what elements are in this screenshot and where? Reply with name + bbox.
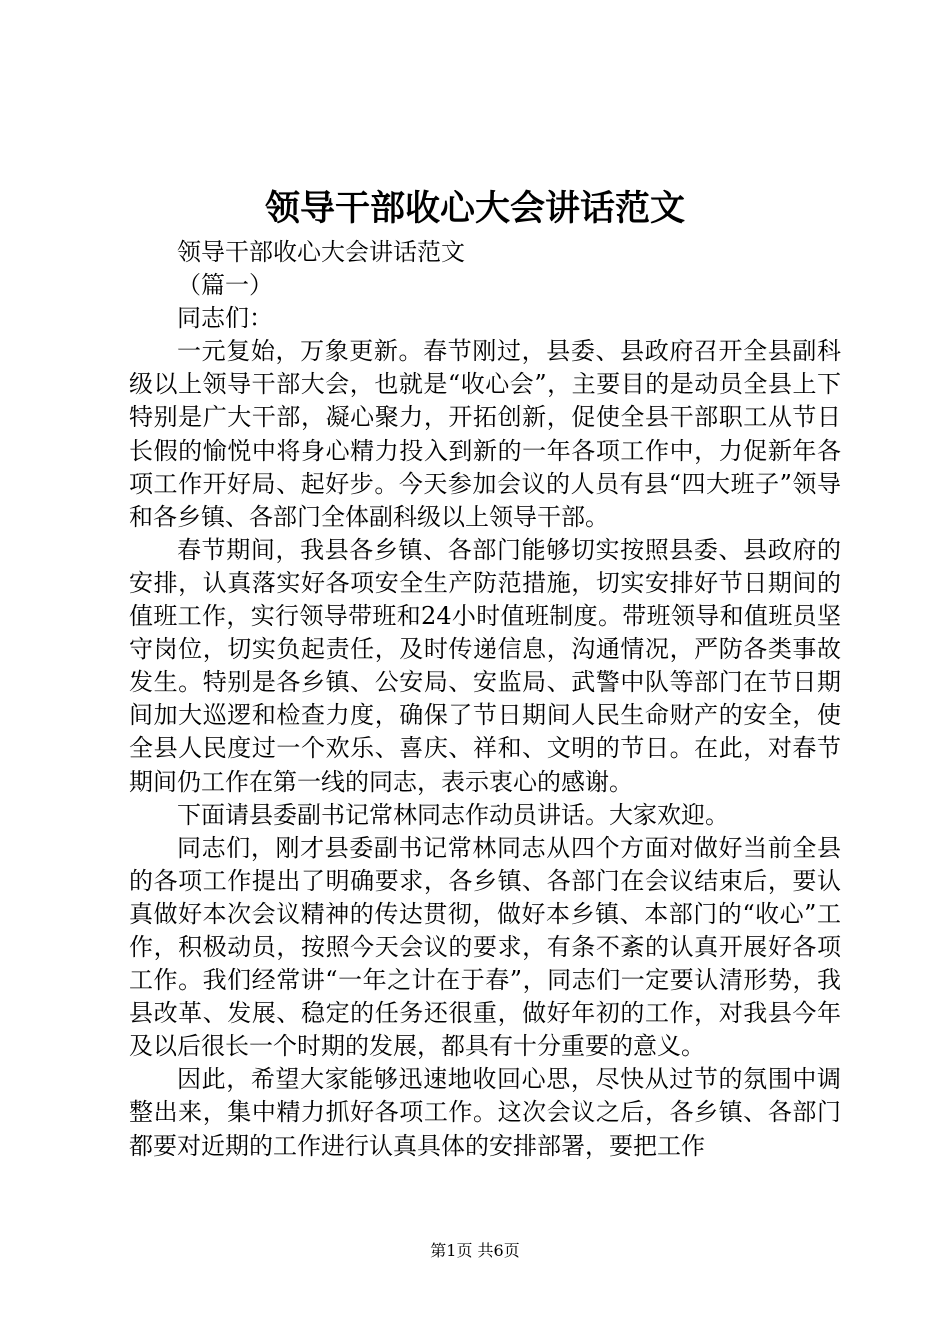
paragraph-5: 因此，希望大家能够迅速地收回心思，尽快从过节的氛围中调整出来，集中精力抓好各项工作。这次会议之后，各乡镇、各部门都要对近期的工作进行认真具体的安排部署，要把工作 <box>129 1065 841 1160</box>
paragraph-2: 春节期间，我县各乡镇、各部门能够切实按照县委、县政府的安排，认真落实好各项安全生产防范措施，切实安排好节日期间的值班工作，实行领导带班和24小时值班制度。带班领导和值班员坚守岗位，切实负起责任，及时传递信息，沟通情况，严防各类事故发生。特别是各乡镇、公安局、安监局、武警中队等部门在节日期间加大巡逻和检查力度，确保了节日期间人民生命财产的安全，使全县人民度过一个欢乐、喜庆、祥和、文明的节日。在此，对春节期间仍工作在第一线的同志，表示衷心的感谢。 <box>129 535 841 796</box>
paragraph-4: 同志们，刚才县委副书记常林同志从四个方面对做好当前全县的各项工作提出了明确要求，各乡镇、各部门在会议结束后，要认真做好本次会议精神的传达贯彻，做好本乡镇、本部门的“收心”工作，积极动员，按照今天会议的要求，有条不紊的认真开展好各项工作。我们经常讲“一年之计在于春”，同志们一定要认清形势，我县改革、发展、稳定的任务还很重，做好年初的工作，对我县今年及以后很长一个时期的发展，都具有十分重要的意义。 <box>129 833 841 1061</box>
paragraph-1: 一元复始，万象更新。春节刚过，县委、县政府召开全县副科级以上领导干部大会，也就是“收心会”，主要目的是动员全县上下特别是广大干部，凝心聚力，开拓创新，促使全县干部职工从节日长假的愉悦中将身心精力投入到新的一年各项工作中，力促新年各项工作开好局、起好步。今天参加会议的人员有县“四大班子”领导和各乡镇、各部门全体副科级以上领导干部。 <box>129 337 841 531</box>
paragraph-salutation: 同志们： <box>177 304 273 333</box>
paragraph-section-label: （篇一） <box>177 271 273 300</box>
document-body <box>129 236 841 1163</box>
document-title: 领导干部收心大会讲话范文 <box>264 188 685 229</box>
paragraph-3: 下面请县委副书记常林同志作动员讲话。大家欢迎。 <box>177 800 729 829</box>
paragraph-subtitle: 领导干部收心大会讲话范文 <box>177 238 465 266</box>
page-footer: 第1页 共6页 <box>430 1241 520 1260</box>
